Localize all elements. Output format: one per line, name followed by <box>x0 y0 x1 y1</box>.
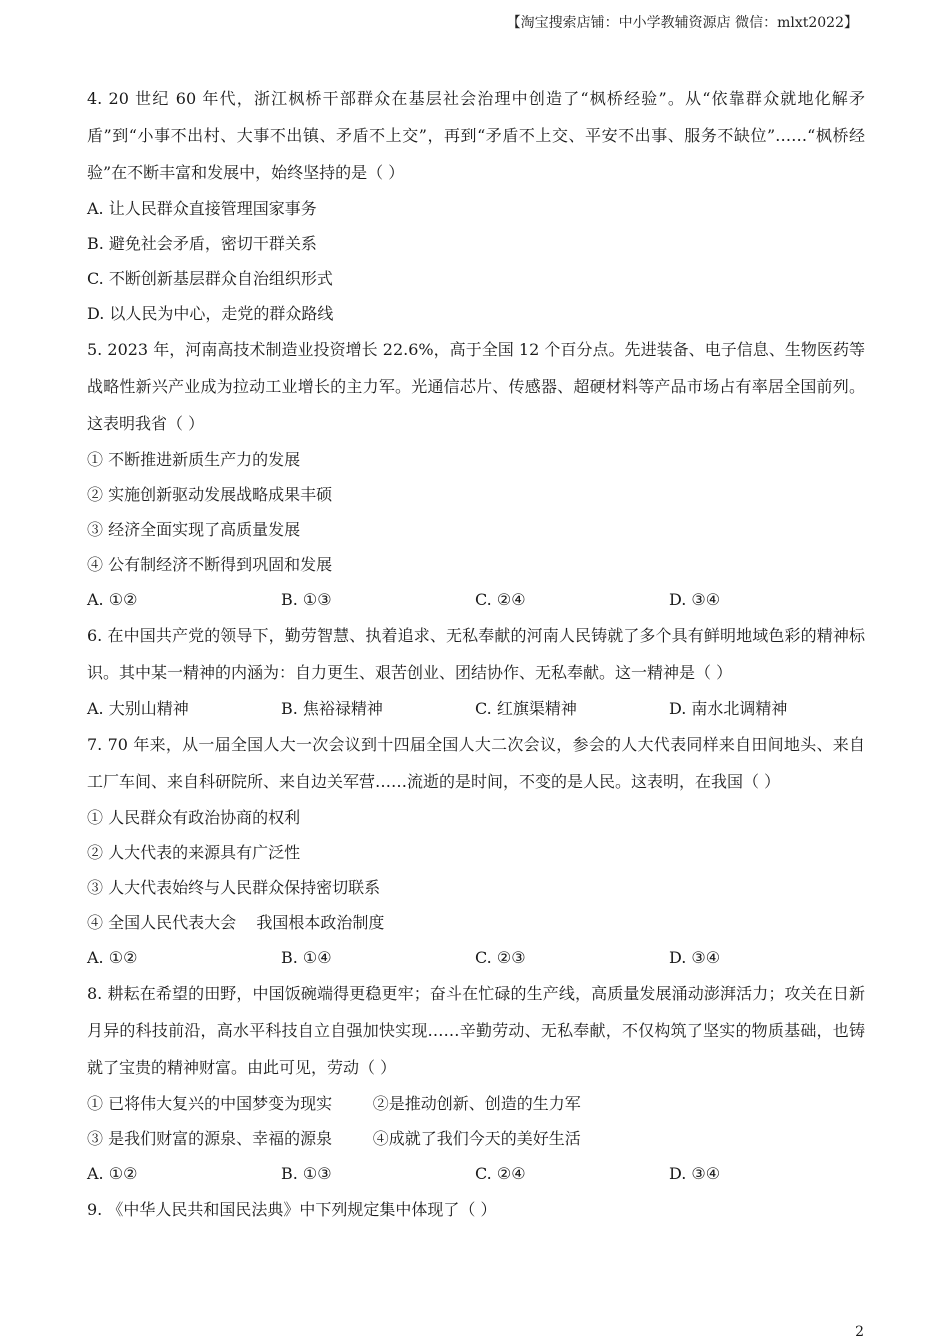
header-note: 【淘宝搜索店铺：中小学教辅资源店 微信：mlxt2022】 <box>506 15 858 31</box>
question-stem: 8. 耕耘在希望的田野，中国饭碗端得更稳更牢；奋斗在忙碌的生产线，高质量发展涌动澎湃活力；攻关在日新月异的科技前沿，高水平科技自立自强加快实现……辛勤劳动、无私奉献，不仅构筑了坚实的物质基础，也铸就了宝贵的精神财富。由此可见，劳动（ ） <box>87 984 865 1077</box>
statement-line: ② 人大代表的来源具有广泛性 <box>87 843 301 862</box>
page-number: 2 <box>855 1324 864 1340</box>
option-a: A. ①② <box>87 590 138 609</box>
option-b: B. ①③ <box>281 1164 332 1183</box>
question-6 <box>87 617 865 726</box>
option-d: D. 南水北调精神 <box>669 699 788 718</box>
statement-line: ① 已将伟大复兴的中国梦变为现实 ②是推动创新、创造的生力军 <box>87 1094 581 1113</box>
option-d: D. ③④ <box>669 1164 721 1183</box>
question-stem: 5. 2023 年，河南高技术制造业投资增长 22.6%，高于全国 12 个百分点。先进装备、电子信息、生物医药等战略性新兴产业成为拉动工业增长的主力军。光通信芯片、传感器、超硬材料等产品市场占有率居全国前列。这表明我省（ ） <box>87 340 865 433</box>
question-7 <box>87 726 865 975</box>
question-8 <box>87 975 865 1191</box>
answer-options <box>87 940 865 975</box>
option-c: C. ②④ <box>475 590 526 609</box>
option-a: A. 大别山精神 <box>87 699 189 718</box>
choice-line: C. 不断创新基层群众自治组织形式 <box>87 269 333 288</box>
choice-line: B. 避免社会矛盾，密切干群关系 <box>87 234 317 253</box>
statement-line: ④ 全国人民代表大会 我国根本政治制度 <box>87 913 385 932</box>
question-stem: 7. 70 年来，从一届全国人大一次会议到十四届全国人大二次会议，参会的人大代表同样来自田间地头、来自工厂车间、来自科研院所、来自边关军营……流逝的是时间，不变的是人民。这表明，在我国（ ） <box>87 735 865 791</box>
statement-line: ① 人民群众有政治协商的权利 <box>87 808 301 827</box>
answer-options <box>87 1156 865 1191</box>
choice-line: D. 以人民为中心，走党的群众路线 <box>87 304 334 323</box>
statement-line: ① 不断推进新质生产力的发展 <box>87 450 301 469</box>
statement-line: ④ 公有制经济不断得到巩固和发展 <box>87 555 333 574</box>
question-stem: 9. 《中华人民共和国民法典》中下列规定集中体现了（ ） <box>87 1200 497 1219</box>
answer-options <box>87 691 865 726</box>
option-b: B. 焦裕禄精神 <box>281 699 383 718</box>
statement-line: ③ 经济全面实现了高质量发展 <box>87 520 301 539</box>
statement-line: ③ 人大代表始终与人民群众保持密切联系 <box>87 878 381 897</box>
option-c: C. ②④ <box>475 1164 526 1183</box>
question-4 <box>87 80 865 331</box>
answer-options <box>87 582 865 617</box>
question-stem: 6. 在中国共产党的领导下，勤劳智慧、执着追求、无私奉献的河南人民铸就了多个具有鲜明地域色彩的精神标识。其中某一精神的内涵为：自力更生、艰苦创业、团结协作、无私奉献。这一精神是（ ） <box>87 626 865 682</box>
option-c: C. ②③ <box>475 948 526 967</box>
option-b: B. ①④ <box>281 948 332 967</box>
option-a: A. ①② <box>87 948 138 967</box>
question-9 <box>87 1191 865 1228</box>
option-a: A. ①② <box>87 1164 138 1183</box>
option-d: D. ③④ <box>669 590 721 609</box>
statement-line: ③ 是我们财富的源泉、幸福的源泉 ④成就了我们今天的美好生活 <box>87 1129 581 1148</box>
option-b: B. ①③ <box>281 590 332 609</box>
choice-line: A. 让人民群众直接管理国家事务 <box>87 199 317 218</box>
statement-line: ② 实施创新驱动发展战略成果丰硕 <box>87 485 333 504</box>
question-stem: 4. 20 世纪 60 年代，浙江枫桥干部群众在基层社会治理中创造了“枫桥经验”。从“依靠群众就地化解矛盾”到“小事不出村、大事不出镇、矛盾不上交”，再到“矛盾不上交、平安不出事、服务不缺位”……“枫桥经验”在不断丰富和发展中，始终坚持的是（ ） <box>87 89 865 182</box>
option-c: C. 红旗渠精神 <box>475 699 577 718</box>
questions-container <box>87 80 865 1228</box>
option-d: D. ③④ <box>669 948 721 967</box>
question-5 <box>87 331 865 617</box>
